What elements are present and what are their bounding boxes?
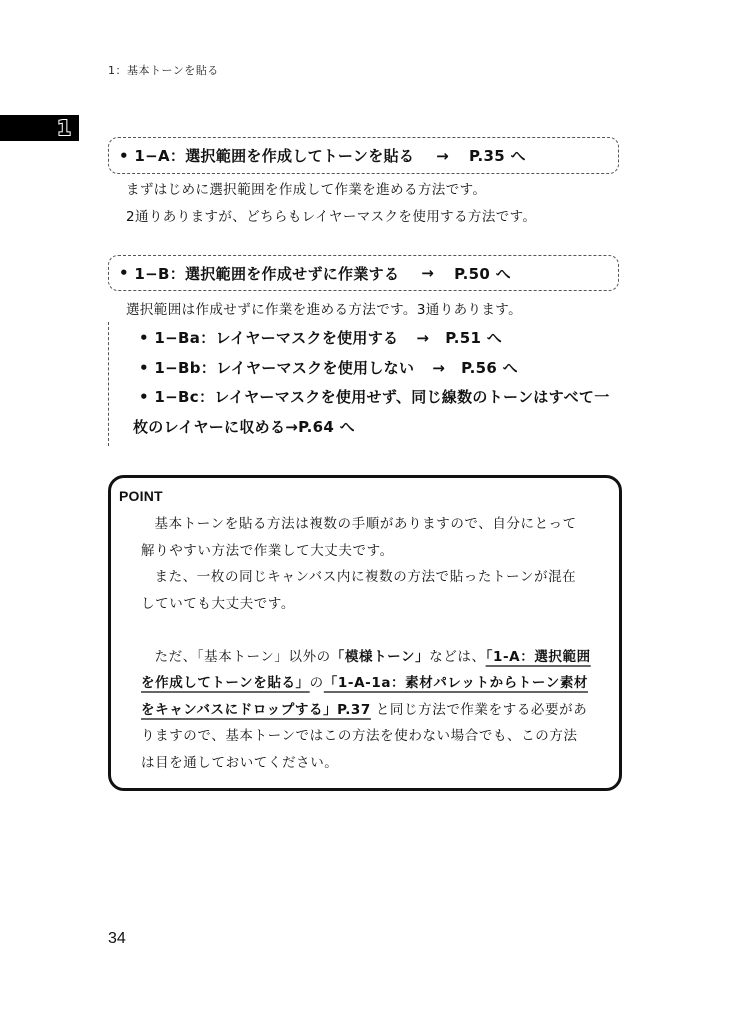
point-body: [141, 511, 611, 776]
section-title: 1−B：選択範囲を作成せずに作業する: [134, 264, 400, 283]
cross-reference-link-1a[interactable]: 「1-A：選択範囲: [485, 648, 591, 665]
bullet: •: [119, 264, 129, 282]
arrow-right-icon: →: [436, 146, 450, 165]
description-line: まずはじめに選択範囲を作成して作業を進める方法です。: [126, 182, 487, 198]
point-line: していても大丈夫です。: [141, 595, 296, 612]
section-description-1a: [126, 177, 536, 231]
bullet: •: [139, 329, 149, 347]
page-reference[interactable]: P.35 へ: [469, 147, 526, 165]
point-line: 解りやすい方法で作業して大丈夫です。: [141, 542, 394, 559]
point-title: POINT: [119, 488, 163, 504]
sub-section-list: [133, 324, 623, 442]
cross-reference-link-1a1a[interactable]: をキャンバスにドロップする」P.37: [141, 701, 371, 718]
text: と同じ方法で作業をする必要があ: [370, 701, 588, 718]
cross-reference-link-1a1a[interactable]: 「1-A-1a：素材パレットからトーン素材: [323, 675, 589, 691]
text: の: [309, 675, 324, 691]
sub-title: 1−Bc：レイヤーマスクを使用せず、同じ線数のトーンはすべて一: [154, 388, 610, 406]
point-line: [141, 697, 611, 724]
list-item: [133, 324, 623, 354]
sub-title: 1−Ba：レイヤーマスクを使用する: [154, 329, 399, 347]
section-heading-1a: [108, 137, 619, 174]
point-line: また、一枚の同じキャンバス内に複数の方法で貼ったトーンが混在: [154, 569, 577, 585]
dashed-divider: [108, 322, 109, 446]
point-callout: [108, 475, 622, 791]
page-reference[interactable]: P.56 へ: [461, 358, 518, 377]
page-number: 34: [108, 930, 126, 947]
section-heading-1b: [108, 255, 619, 291]
page-reference[interactable]: P.50 へ: [454, 264, 511, 283]
emphasis-pattern-tone: 「模様トーン」: [330, 648, 430, 665]
text: などは、: [429, 648, 486, 665]
spacer: [141, 617, 611, 644]
sub-title: 1−Bb：レイヤーマスクを使用しない: [154, 358, 415, 377]
section-description-1b: 選択範囲は作成せずに作業を進める方法です。3通りあります。: [126, 302, 523, 318]
point-line: 基本トーンを貼る方法は複数の手順がありますので、自分にとって: [154, 516, 577, 532]
list-item: [133, 354, 623, 384]
description-line: 2通りありますが、どちらもレイヤーマスクを使用する方法です。: [126, 209, 537, 225]
section-title: 1−A：選択範囲を作成してトーンを貼る: [134, 147, 415, 165]
arrow-right-icon: →: [432, 358, 446, 377]
arrow-right-icon: →: [416, 329, 430, 347]
bullet: •: [139, 358, 149, 377]
arrow-right-icon: →: [285, 417, 299, 436]
point-line: りますので、基本トーンではこの方法を使わない場合でも、この方法: [141, 728, 578, 744]
bullet: •: [139, 388, 149, 406]
point-line: [141, 670, 611, 697]
bullet: •: [119, 146, 129, 165]
page-reference[interactable]: P.51 へ: [445, 329, 503, 347]
point-line: [141, 644, 611, 671]
chapter-tab: [0, 115, 79, 141]
arrow-right-icon: →: [421, 264, 435, 282]
sub-title-continuation: 枚のレイヤーに収める: [133, 417, 286, 436]
running-header: 1：基本トーンを貼る: [108, 64, 219, 77]
page-reference[interactable]: P.64 へ: [298, 417, 355, 436]
list-item: [133, 383, 623, 413]
list-item-continuation: [133, 413, 623, 443]
point-line: は目を通しておいてください。: [141, 754, 339, 771]
text: ただ、「基本トーン」以外の: [154, 648, 331, 665]
cross-reference-link-1a[interactable]: を作成してトーンを貼る」: [141, 675, 310, 691]
chapter-number: 1: [57, 116, 71, 140]
